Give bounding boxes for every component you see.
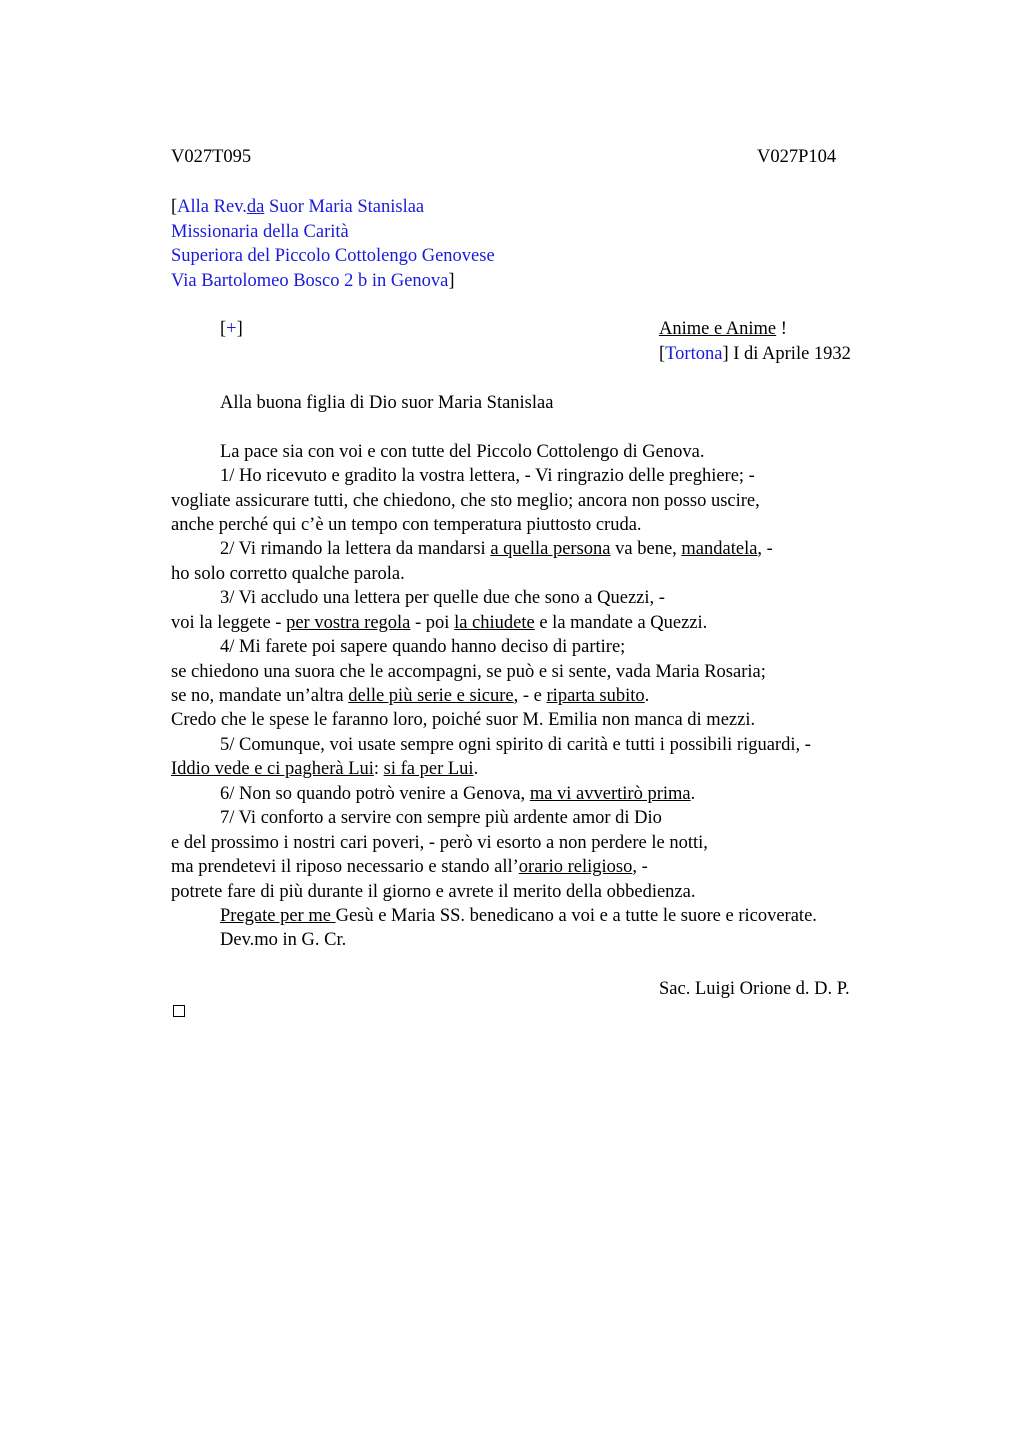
body-line: ho solo corretto qualche parola. xyxy=(171,564,405,584)
body-line: Credo che le spese le faranno loro, poiché suor M. Emilia non manca di mezzi. xyxy=(171,710,756,730)
dateline: [Tortona] I di Aprile 1932 xyxy=(659,344,851,364)
closing: Dev.mo in G. Cr. xyxy=(220,930,347,950)
motto: Anime e Anime ! xyxy=(659,319,787,339)
body-line: 7/ Vi conforto a servire con sempre più ardente amor di Dio xyxy=(220,808,662,828)
body-line: ma prendetevi il riposo necessario e stando all’orario religioso, - xyxy=(171,857,648,877)
address-line-1: [Alla Rev.da Suor Maria Stanislaa xyxy=(171,197,425,217)
body-line: Pregate per me Gesù e Maria SS. benedicano a voi e a tutte le suore e ricoverate. xyxy=(220,906,817,926)
body-line: se no, mandate un’altra delle più serie e sicure, - e riparta subito. xyxy=(171,686,650,706)
body-line: potrete fare di più durante il giorno e avrete il merito della obbedienza. xyxy=(171,882,696,902)
address-line-3: Superiora del Piccolo Cottolengo Genovese xyxy=(171,246,495,266)
body-line: La pace sia con voi e con tutte del Piccolo Cottolengo di Genova. xyxy=(220,442,705,462)
salutation: Alla buona figlia di Dio suor Maria Stanislaa xyxy=(220,393,554,413)
body-line: 3/ Vi accludo una lettera per quelle due che sono a Quezzi, - xyxy=(220,588,665,608)
cross-mark: [+] xyxy=(220,319,243,339)
body-line: e del prossimo i nostri cari poveri, - però vi esorto a non perdere le notti, xyxy=(171,833,708,853)
address-line-2: Missionaria della Carità xyxy=(171,222,349,242)
document-code-right: V027P104 xyxy=(757,147,837,167)
body-line: 4/ Mi farete poi sapere quando hanno deciso di partire; xyxy=(220,637,626,657)
body-line: vogliate assicurare tutti, che chiedono, che sto meglio; ancora non posso uscire, xyxy=(171,491,760,511)
signature: Sac. Luigi Orione d. D. P. xyxy=(659,979,850,999)
end-marker-box xyxy=(173,1005,185,1017)
document-code-left: V027T095 xyxy=(171,147,252,167)
body-line: se chiedono una suora che le accompagni, se può e si sente, vada Maria Rosaria; xyxy=(171,662,766,682)
body-line: voi la leggete - per vostra regola - poi la chiudete e la mandate a Quezzi. xyxy=(171,613,708,633)
body-line: 2/ Vi rimando la lettera da mandarsi a quella persona va bene, mandatela, - xyxy=(220,539,773,559)
body-line: 5/ Comunque, voi usate sempre ogni spirito di carità e tutti i possibili riguardi, - xyxy=(220,735,811,755)
body-line: anche perché qui c’è un tempo con temperatura piuttosto cruda. xyxy=(171,515,642,535)
body-line: 6/ Non so quando potrò venire a Genova, ma vi avvertirò prima. xyxy=(220,784,696,804)
body-line: Iddio vede e ci pagherà Lui: si fa per Lui. xyxy=(171,759,479,779)
body-line: 1/ Ho ricevuto e gradito la vostra lettera, - Vi ringrazio delle preghiere; - xyxy=(220,466,755,486)
address-line-4: Via Bartolomeo Bosco 2 b in Genova] xyxy=(171,271,455,291)
